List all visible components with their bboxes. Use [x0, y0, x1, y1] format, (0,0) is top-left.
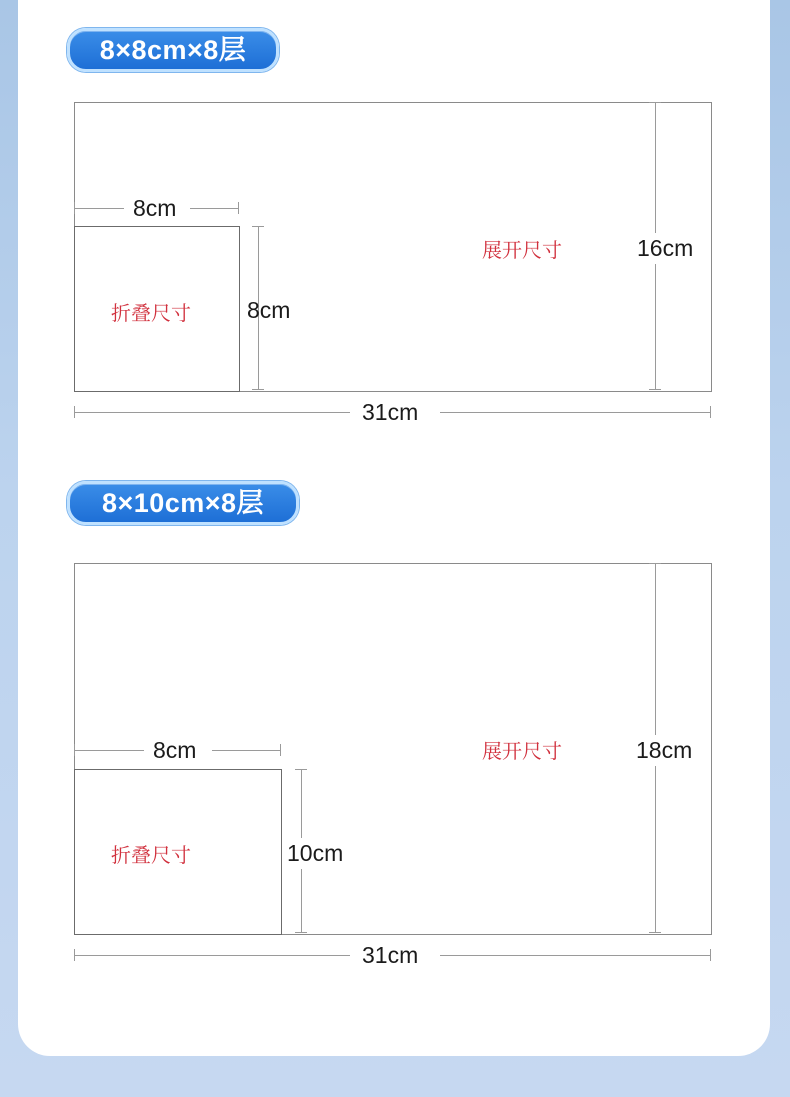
folded-width-tick-2a: [74, 744, 75, 756]
folded-width-line-2a: [74, 750, 144, 751]
folded-width-label-2: 8cm: [153, 737, 197, 763]
unfolded-size-label-1: 展开尺寸: [482, 240, 562, 262]
unfolded-height-tick-1b: [649, 389, 661, 390]
folded-width-line-2b: [212, 750, 280, 751]
size-badge-2: 8×10cm×8层: [67, 481, 299, 525]
unfolded-width-label-2: 31cm: [362, 942, 419, 968]
unfolded-width-line-2b: [440, 955, 710, 956]
folded-width-line-1b: [190, 208, 238, 209]
unfolded-height-tick-1a: [649, 102, 661, 103]
unfolded-size-label-2: 展开尺寸: [482, 741, 562, 763]
unfolded-width-tick-1b: [710, 406, 711, 418]
unfolded-width-tick-2b: [710, 949, 711, 961]
unfolded-height-tick-2b: [649, 932, 661, 933]
folded-width-line-1a: [74, 208, 124, 209]
folded-height-tick-1a: [252, 226, 264, 227]
folded-height-tick-1b: [252, 389, 264, 390]
unfolded-width-label-1: 31cm: [362, 399, 419, 425]
unfolded-height-label-1: 16cm: [637, 233, 693, 264]
folded-height-label-2: 10cm: [287, 838, 343, 869]
folded-height-tick-2a: [295, 769, 307, 770]
folded-size-label-2: 折叠尺寸: [111, 845, 191, 867]
folded-width-tick-2b: [280, 744, 281, 756]
unfolded-width-tick-1a: [74, 406, 75, 418]
unfolded-height-tick-2a: [649, 563, 661, 564]
size-badge-1: 8×8cm×8层: [67, 28, 279, 72]
folded-height-tick-2b: [295, 932, 307, 933]
folded-height-label-1: 8cm: [247, 297, 291, 323]
unfolded-width-line-1b: [440, 412, 710, 413]
unfolded-width-line-1a: [74, 412, 350, 413]
folded-width-label-1: 8cm: [133, 195, 177, 221]
unfolded-width-line-2a: [74, 955, 350, 956]
unfolded-width-tick-2a: [74, 949, 75, 961]
folded-width-tick-1a: [74, 202, 75, 214]
folded-size-label-1: 折叠尺寸: [111, 303, 191, 325]
unfolded-height-label-2: 18cm: [636, 735, 692, 766]
folded-width-tick-1b: [238, 202, 239, 214]
